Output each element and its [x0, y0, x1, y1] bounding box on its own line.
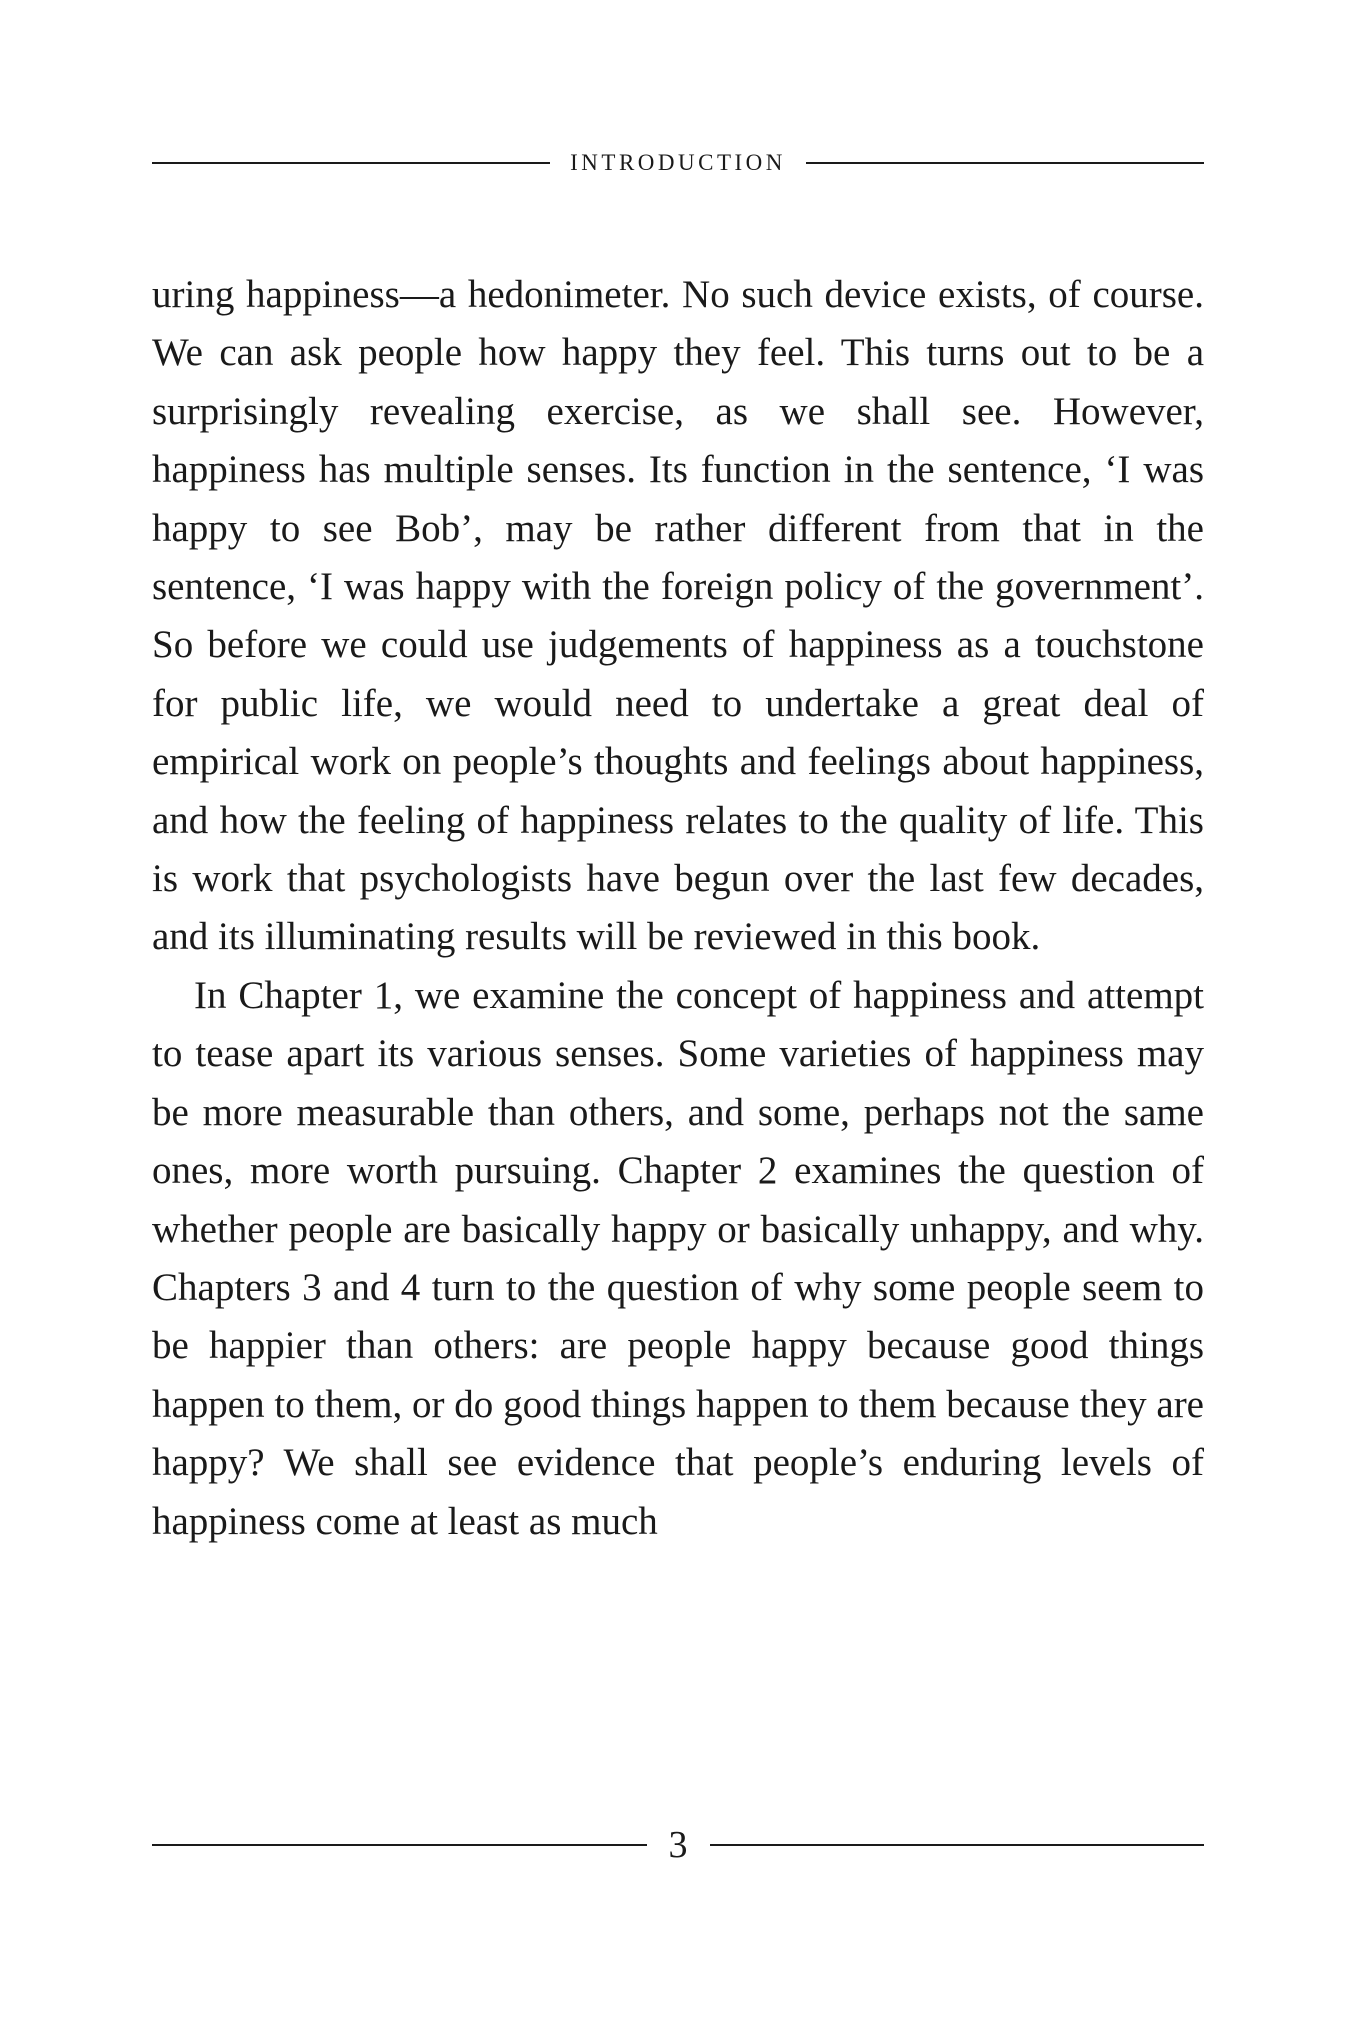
page-footer	[152, 1820, 1204, 1870]
page-number: 3	[668, 1824, 688, 1866]
running-head	[152, 145, 1204, 181]
running-head-title: INTRODUCTION	[570, 150, 786, 175]
footer-rule-right	[710, 1844, 1205, 1846]
paragraph-2: In Chapter 1, we examine the concept of happiness and attempt to tease apart its various senses. Some varieties of happiness may be more measurable than others, and some, perhaps not the same ones, more worth pursuing. Chapter 2 examines the question of whether people are basically happy or basically unhappy, and why. Chapters 3 and 4 turn to the question of why some people seem to be happier than others: are people happy because good things happen to them, or do good things happen to them because they are happy? We shall see evidence that people’s enduring levels of happiness come at least as much	[152, 973, 1204, 1543]
footer-rule-left	[152, 1844, 647, 1846]
paragraph-1: uring happiness—a hedonimeter. No such device exists, of course. We can ask people how happy they feel. This turns out to be a surprisingly revealing exercise, as we shall see. However, happiness has multiple senses. Its function in the sentence, ‘I was happy to see Bob’, may be rather different from that in the sentence, ‘I was happy with the foreign policy of the government’. So before we could use judgements of happiness as a touchstone for public life, we would need to undertake a great deal of empirical work on people’s thoughts and feelings about happiness, and how the feeling of happiness relates to the quality of life. This is work that psychologists have begun over the last few decades, and its illuminating results will be reviewed in this book.	[152, 273, 1204, 959]
header-rule-left	[152, 162, 550, 164]
header-rule-right	[806, 162, 1204, 164]
body-text	[152, 266, 1204, 1551]
